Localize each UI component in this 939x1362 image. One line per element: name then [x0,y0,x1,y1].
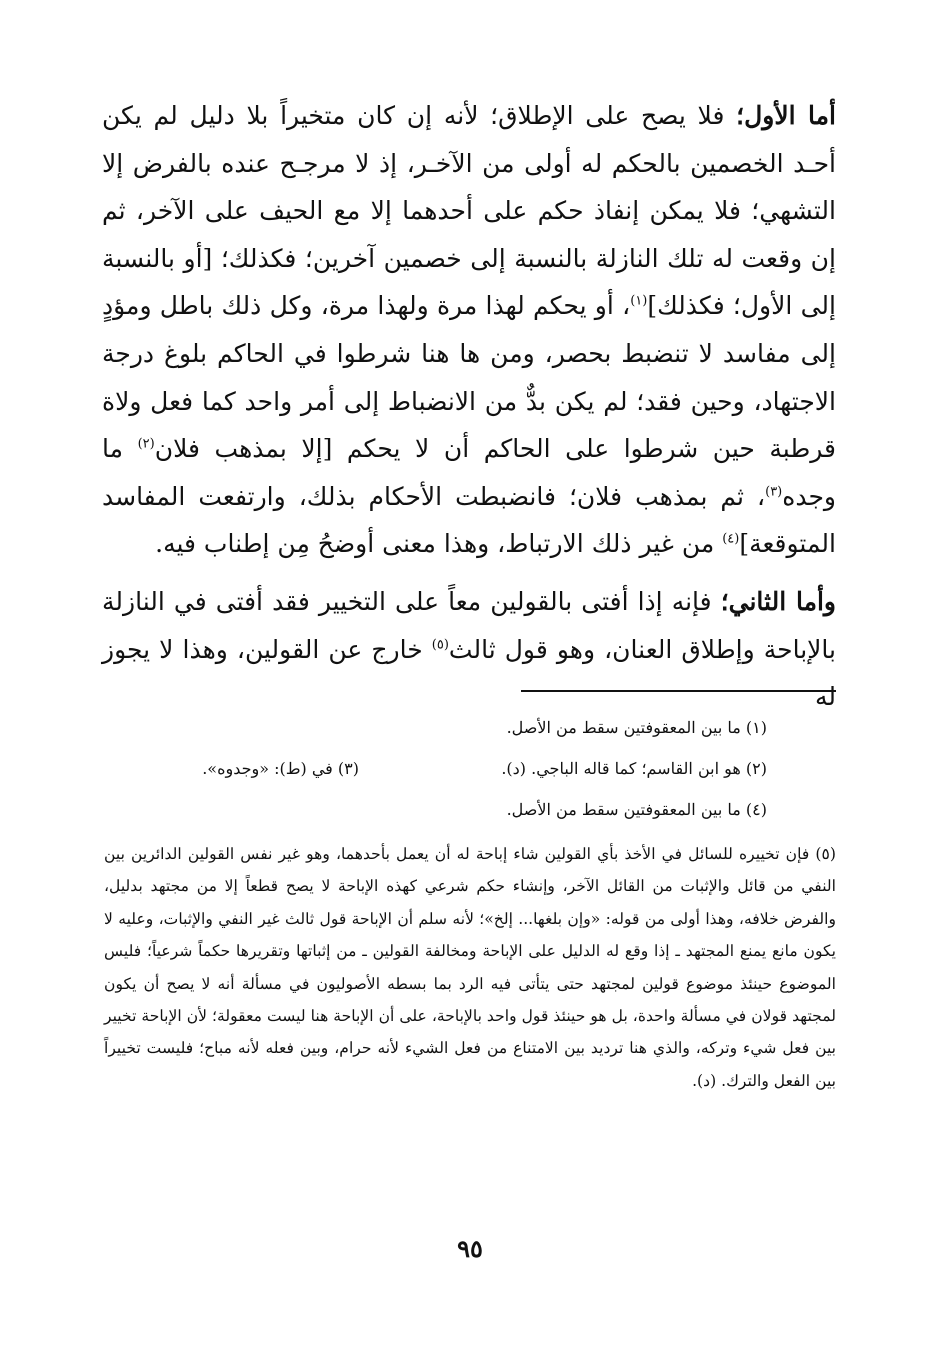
footnote-ref: (٣) [765,484,783,500]
footnote-ref: (١) [630,294,648,310]
footnote-ref: (٢) [137,436,155,452]
footnote-ref: (٥) [431,637,449,653]
paragraph-text: ما وجده [102,434,836,511]
footnote-4: (٤) ما بين المعقوفتين سقط من الأصل. [506,800,767,819]
paragraph-text: ، ثم بمذهب فلان؛ فانضبطت الأحكام بذلك، وارتفعت المفاسد المتوقعة] [102,481,836,559]
footnote-divider [521,690,836,692]
paragraph-text: خارج عن القولين، وهذا لا يجوز له [102,634,836,712]
paragraph-lead: أما الأول؛ [736,101,836,130]
page-number: ٩٥ [457,1234,483,1263]
footnote-1: (١) ما بين المعقوفتين سقط من الأصل. [506,718,767,737]
paragraph-first [102,92,836,568]
main-text [102,92,836,721]
footnote-2: (٢) هو ابن القاسم؛ كما قاله الباجي. (د). [501,759,767,778]
paragraph-text: فلا يصح على الإطلاق؛ لأنه إن كان متخيراً بلا دليل لم يكن أحـد الخصمين بالحكم له أولى من الآخـر، إذ لا مرجـح عنده بالفرض إلا التشهي؛ فلا يمكن إنفاذ حكم على أحدهما إلا مع الحيف على الآخر، ثم إن وقعت له تلك النازلة بالنسبة إلى خصمين آخرين؛ فكذلك؛ [أو بالنسبة إلى الأول؛ فكذلك] [102,101,836,321]
footnote-5 [104,838,836,1097]
paragraph-text: من غير ذلك الارتباط، وهذا معنى أوضحُ مِن إطناب فيه. [155,529,723,559]
paragraph-text: ، أو يحكم لهذا مرة ولهذا مرة، وكل ذلك باطل ومؤدٍ إلى مفاسد لا تنضبط بحصر، ومن ها هنا شرطوا في الحاكم بلوغ درجة الاجتهاد، وحين فقد؛ لم يكن بدٌّ من الانضباط إلى أمر واحد كما فعل ولاة قرطبة حين شرطوا على الحاكم أن لا يحكم [إلا بمذهب فلان [102,291,836,464]
paragraph-second [102,578,836,721]
footnote-3: (٣) في (ط): «وجدوه». [202,759,359,778]
paragraph-text: فإنه إذا أفتى بالقولين معاً على التخيير فقد أفتى في النازلة بالإباحة وإطلاق العنان، وهو قول ثالث [102,586,836,664]
footnote-ref: (٤) [722,532,740,548]
paragraph-lead: وأما الثاني؛ [720,586,836,616]
footnote-5-text: (٥) فإن تخييره للسائل في الأخذ بأي القولين شاء إباحة له أن يعمل بأحدهما، وهو غير نفس القولين الدائرين بين النفي من قائل والإثبات من القائل الآخر، وإنشاء حكم شرعي كهذه الإباحة لا يصح قطعاً إلا من مجتهد بدليل، والفرض خلافه، وهذا أولى من قوله: «وإن بلغها... إلخ»؛ لأنه سلم أن الإباحة قول ثالث غير النفي والإثبات، وعليه لا يكون مانع يمنع المجتهد ـ إذا وقع له الدليل على الإباحة ومخالفة القولين ـ من إثباتها وتقريرها حكماً شرعياً؛ فليس الموضوع حينئذ موضوع قولين لمجتهد حتى يتأتى فيه الرد بما بسطه الأصوليون في مسألة أنه لا يصح أن يكون لمجتهد قولان في مسألة واحدة، بل هو حينئذ قول واحد بالإباحة، على أن الإباحة هنا ليست معقولة؛ لأن الإباحة تخيير بين فعل شيء وتركه، والذي هنا ترديد بين الامتناع من فعل الشيء لأنه حرام، وبين فعله لأنه مباح؛ فليست تخييراً بين الفعل والترك. (د). [104,845,836,1090]
